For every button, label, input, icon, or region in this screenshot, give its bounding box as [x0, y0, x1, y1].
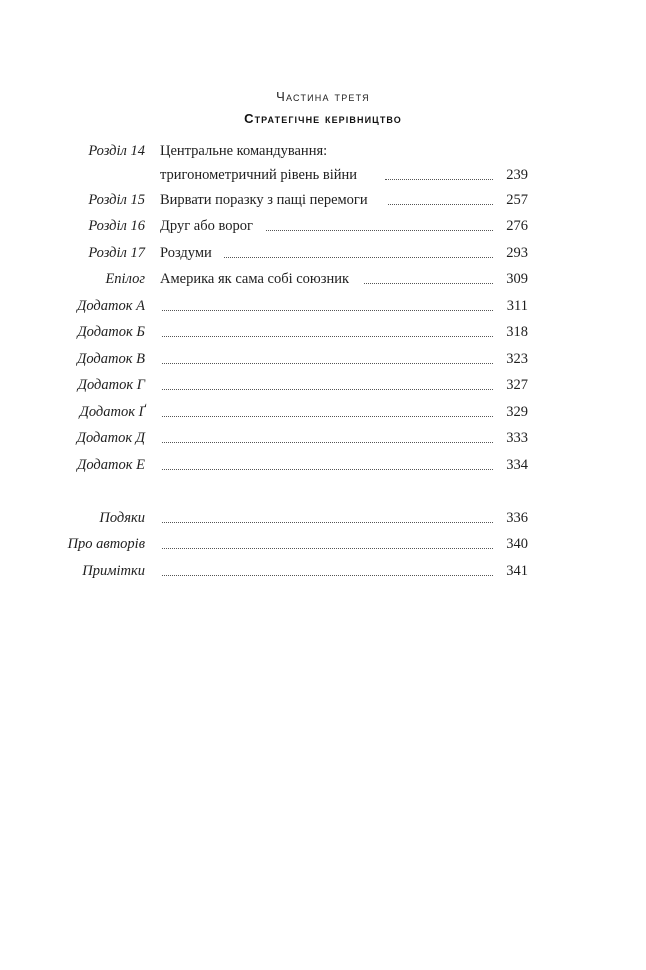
toc-entry-page: 239 — [506, 167, 528, 183]
toc-entry-label: Додаток А — [77, 298, 145, 314]
toc-entry-page: 333 — [506, 430, 528, 446]
toc-entry-label: Розділ 14 — [88, 143, 145, 159]
toc-entry-title: Центральне командування: — [160, 143, 328, 159]
toc-entry-title: Вирвати поразку з пащі перемоги — [160, 192, 368, 208]
toc-entry-page: 276 — [506, 218, 528, 234]
toc-entry-label: Додаток Е — [77, 457, 145, 473]
toc-entry-page: 293 — [506, 245, 528, 261]
toc-entry-title: Роздуми — [160, 245, 212, 261]
toc-entry-page: 340 — [506, 536, 528, 552]
toc-dot-leader — [162, 363, 493, 364]
part-title: Стратегічне керівництво — [244, 111, 402, 126]
toc-entry[interactable] — [0, 507, 646, 529]
toc-dot-leader — [266, 230, 493, 231]
toc-entry-label: Додаток Ґ — [79, 404, 145, 420]
toc-entry[interactable] — [0, 295, 646, 317]
toc-entry[interactable] — [0, 454, 646, 476]
toc-entry-title: Америка як сама собі союзник — [160, 271, 350, 287]
toc-entry-label: Розділ 16 — [88, 218, 145, 234]
toc-entry-page: 318 — [506, 324, 528, 340]
toc-dot-leader — [162, 389, 493, 390]
toc-entry[interactable] — [0, 268, 646, 290]
toc-entry-label: Розділ 17 — [88, 245, 145, 261]
toc-entry[interactable] — [0, 348, 646, 370]
toc-dot-leader — [162, 310, 493, 311]
toc-entry-label: Епілог — [105, 271, 145, 287]
toc-entry-page: 336 — [506, 510, 528, 526]
toc-dot-leader — [162, 522, 493, 523]
toc-dot-leader — [224, 257, 493, 258]
toc-dot-leader — [162, 336, 493, 337]
toc-entry-title: Друг або ворог — [160, 218, 253, 234]
toc-entry-label: Про авторів — [67, 536, 145, 552]
toc-entry-page: 327 — [506, 377, 528, 393]
toc-entry-page: 329 — [506, 404, 528, 420]
toc-entry-page: 341 — [506, 563, 528, 579]
toc-entry-page: 334 — [506, 457, 528, 473]
toc-dot-leader — [388, 204, 493, 205]
toc-entry-label: Додаток Г — [77, 377, 145, 393]
toc-dot-leader — [385, 179, 493, 180]
toc-entry-label: Розділ 15 — [88, 192, 145, 208]
toc-entry-label: Примітки — [82, 563, 145, 579]
part-label: Частина третя — [276, 89, 370, 104]
toc-entry[interactable] — [0, 140, 646, 183]
toc-entry[interactable] — [0, 533, 646, 555]
toc-dot-leader — [162, 548, 493, 549]
toc-entry-label: Додаток В — [77, 351, 145, 367]
toc-entry[interactable] — [0, 374, 646, 396]
toc-dot-leader — [162, 469, 493, 470]
toc-entry[interactable] — [0, 189, 646, 211]
toc-entry-title-continued: тригонометричний рівень війни — [160, 167, 358, 183]
toc-dot-leader — [364, 283, 493, 284]
toc-entry[interactable] — [0, 560, 646, 582]
toc-entry-page: 311 — [506, 298, 528, 314]
toc-entry[interactable] — [0, 401, 646, 423]
toc-dot-leader — [162, 442, 493, 443]
toc-entry-page: 257 — [506, 192, 528, 208]
toc-dot-leader — [162, 575, 493, 576]
toc-entry[interactable] — [0, 427, 646, 449]
toc-entry-label: Додаток Б — [77, 324, 145, 340]
toc-entry[interactable] — [0, 242, 646, 264]
toc-entry[interactable] — [0, 215, 646, 237]
toc-entry-label: Подяки — [99, 510, 145, 526]
toc-entry[interactable] — [0, 321, 646, 343]
toc-entry-label: Додаток Д — [76, 430, 145, 446]
toc-entry-page: 309 — [506, 271, 528, 287]
toc-dot-leader — [162, 416, 493, 417]
toc-entry-page: 323 — [506, 351, 528, 367]
